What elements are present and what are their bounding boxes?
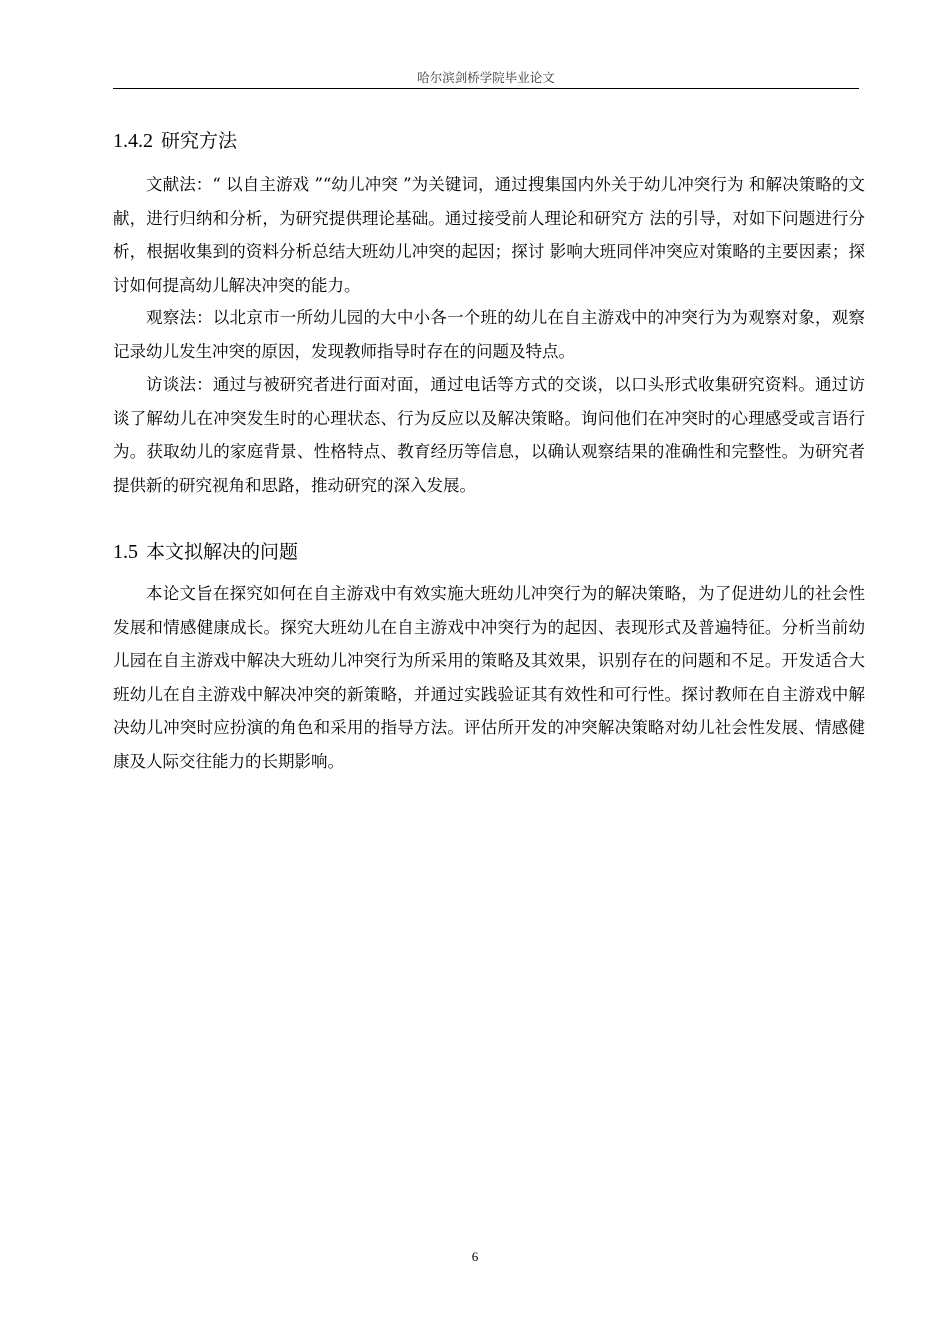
paragraph-literature-method: 文献法：“ 以自主游戏 ”“幼儿冲突 ”为关键词，通过搜集国内外关于幼儿冲突行为 和解决策略的文献，进行归纳和分析，为研究提供理论基础。通过接受前人理论和研究方 法的引导，对如下问题进行分析，根据收集到的资料分析总结大班幼儿冲突的起因；探讨 影响大班同伴冲突应对策略的主要因素；探讨如何提高幼儿解决冲突的能力。 [113,175,865,295]
section-title: 本文拟解决的问题 [146,541,299,563]
header-rule [113,88,859,89]
paragraph-research-problems: 本论文旨在探究如何在自主游戏中有效实施大班幼儿冲突行为的解决策略，为了促进幼儿的社会性发展和情感健康成长。探究大班幼儿在自主游戏中冲突行为的起因、表现形式及普遍特征。分析当前幼儿园在自主游戏中解决大班幼儿冲突行为所采用的策略及其效果，识别存在的问题和不足。开发适合大班幼儿在自主游戏中解决冲突的新策略，并通过实践验证其有效性和可行性。探讨教师在自主游戏中解决幼儿冲突时应扮演的角色和采用的指导方法。评估所开发的冲突解决策略对幼儿社会性发展、情感健康及人际交往能力的长期影响。 [113,584,865,771]
section-heading-1-4-2 [113,126,237,153]
paragraph-observation-method: 观察法：以北京市一所幼儿园的大中小各一个班的幼儿在自主游戏中的冲突行为为观察对象，观察记录幼儿发生冲突的原因，发现教师指导时存在的问题及特点。 [113,308,865,361]
section-heading-1-5 [113,537,298,564]
page-number: 6 [471,1249,479,1264]
running-header: 哈尔滨剑桥学院毕业论文 [417,70,555,85]
paragraph-interview-method: 访谈法：通过与被研究者进行面对面，通过电话等方式的交谈，以口头形式收集研究资料。通过访谈了解幼儿在冲突发生时的心理状态、行为反应以及解决策略。询问他们在冲突时的心理感受或言语行为。获取幼儿的家庭背景、性格特点、教育经历等信息，以确认观察结果的准确性和完整性。为研究者提供新的研究视角和思路，推动研究的深入发展。 [113,375,865,495]
section-number: 1.5 [113,541,138,563]
section-number: 1.4.2 [113,130,153,152]
section-title: 研究方法 [161,130,238,152]
